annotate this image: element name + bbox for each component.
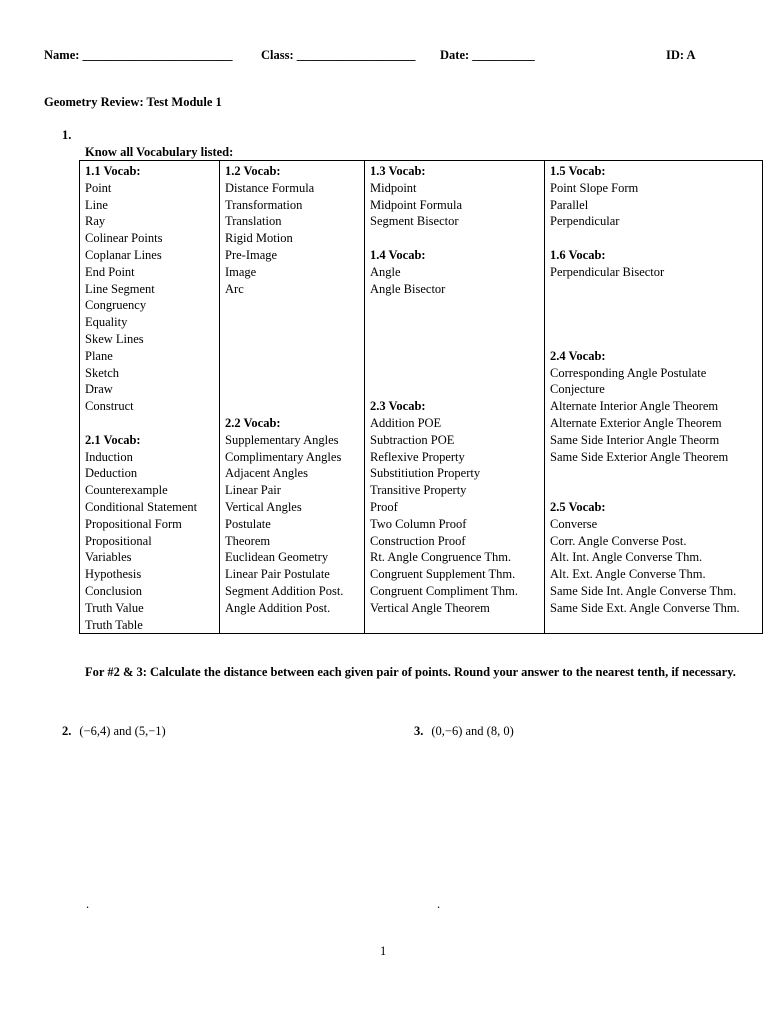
vocab-term: Propositional <box>85 533 152 548</box>
vocab-section-heading: 1.5 Vocab: <box>550 164 606 178</box>
question-3 <box>414 724 514 739</box>
vocab-term: Propositional Form <box>85 516 182 531</box>
vocab-term: Point Slope Form <box>550 180 639 195</box>
vocab-term: Corr. Angle Converse Post. <box>550 533 687 548</box>
vocab-section-heading: 1.2 Vocab: <box>225 164 281 178</box>
vocab-section-heading: 2.3 Vocab: <box>370 399 426 414</box>
vocab-term: Alt. Int. Angle Converse Thm. <box>550 550 703 565</box>
vocab-term: Congruency <box>85 298 147 313</box>
vocab-column-2 <box>220 161 365 634</box>
vocab-term: Coplanar Lines <box>85 247 162 262</box>
vocab-term: Corresponding Angle Postulate <box>550 365 707 380</box>
vocab-term: Postulate <box>225 516 271 531</box>
vocab-term: Conjecture <box>550 382 605 397</box>
vocab-term: Perpendicular Bisector <box>550 264 665 279</box>
vocab-term: Point <box>85 180 112 195</box>
vocab-term <box>550 331 758 348</box>
question-3-number: 3. <box>414 724 424 738</box>
vocab-section-heading: 2.5 Vocab: <box>550 499 606 514</box>
vocab-term: Midpoint <box>370 180 417 195</box>
vocab-term <box>225 365 360 382</box>
vocab-term <box>370 365 540 382</box>
vocab-term <box>550 281 758 298</box>
vocab-term <box>370 348 540 365</box>
vocab-term: Rt. Angle Congruence Thm. <box>370 550 512 565</box>
vocab-term: Vertical Angle Theorem <box>370 600 490 615</box>
vocab-section-heading: 1.1 Vocab: <box>85 164 141 178</box>
vocab-term <box>225 314 360 331</box>
vocab-term: Substitiution Property <box>370 466 481 481</box>
vocab-term <box>370 230 540 247</box>
vocab-term: Adjacent Angles <box>225 466 308 481</box>
vocab-term: Reflexive Property <box>370 449 465 464</box>
vocab-section-heading: 1.6 Vocab: <box>550 247 606 262</box>
id-label: ID: A <box>666 48 696 62</box>
vocab-term: Segment Addition Post. <box>225 583 344 598</box>
vocab-term <box>225 331 360 348</box>
vocab-term <box>550 297 758 314</box>
vocab-term: Truth Value <box>85 600 144 615</box>
vocab-term: Ray <box>85 214 106 229</box>
vocab-term: Alt. Ext. Angle Converse Thm. <box>550 567 706 582</box>
instructions: For #2 & 3: Calculate the distance between each given pair of points. Round your answer to the nearest tenth, if necessary. <box>85 665 736 679</box>
vocab-term <box>370 314 540 331</box>
vocab-term: Draw <box>85 382 113 397</box>
vocab-term: Subtraction POE <box>370 432 455 447</box>
question-3-answer-mark: . <box>437 897 441 911</box>
vocab-section-heading: 1.3 Vocab: <box>370 164 426 178</box>
date-field-label: Date: __________ <box>440 48 535 62</box>
vocab-term: Proof <box>370 499 398 514</box>
question-3-text: (0,−6) and (8, 0) <box>431 724 514 738</box>
vocab-section-heading: 1.4 Vocab: <box>370 247 426 262</box>
vocab-term: Counterexample <box>85 483 168 498</box>
vocab-column-3 <box>365 161 545 634</box>
vocab-term <box>225 297 360 314</box>
vocab-term: Same Side Exterior Angle Theorem <box>550 449 729 464</box>
vocab-term: Alternate Interior Angle Theorem <box>550 399 719 414</box>
vocab-term: Perpendicular <box>550 214 620 229</box>
question-2-number: 2. <box>62 724 72 738</box>
vocab-term: Translation <box>225 214 282 229</box>
vocab-section-heading: 2.1 Vocab: <box>85 432 141 447</box>
vocab-term: Midpoint Formula <box>370 197 463 212</box>
vocab-term: Congruent Compliment Thm. <box>370 583 519 598</box>
vocab-term <box>225 381 360 398</box>
vocab-term: Transitive Property <box>370 483 467 498</box>
vocab-term: Angle <box>370 264 401 279</box>
class-field-label: Class: ___________________ <box>261 48 416 62</box>
vocab-term <box>370 297 540 314</box>
vocab-term: Arc <box>225 281 244 296</box>
header-row <box>44 48 724 66</box>
vocab-term: Construct <box>85 399 134 414</box>
vocab-term: Same Side Int. Angle Converse Thm. <box>550 583 737 598</box>
vocab-term: Euclidean Geometry <box>225 550 329 565</box>
vocab-term: Hypothesis <box>85 567 142 582</box>
vocab-term <box>85 415 215 432</box>
vocab-term: Conditional Statement <box>85 499 198 514</box>
vocab-term: Same Side Ext. Angle Converse Thm. <box>550 600 740 615</box>
vocab-term: Plane <box>85 348 113 363</box>
vocab-term: Segment Bisector <box>370 214 459 229</box>
vocabulary-table <box>79 160 763 634</box>
document-title: Geometry Review: Test Module 1 <box>44 95 222 109</box>
vocab-term <box>370 381 540 398</box>
vocab-term: Sketch <box>85 365 120 380</box>
vocab-term: Deduction <box>85 466 138 481</box>
vocab-term: Theorem <box>225 533 271 548</box>
vocab-term: Equality <box>85 315 128 330</box>
vocab-term: Linear Pair Postulate <box>225 567 330 582</box>
vocab-term <box>550 314 758 331</box>
vocab-term: Transformation <box>225 197 303 212</box>
page-number: 1 <box>380 944 387 958</box>
vocab-column-4 <box>545 161 763 634</box>
vocab-heading: Know all Vocabulary listed: <box>85 145 234 159</box>
vocab-column-1 <box>80 161 220 634</box>
vocab-term: Truth Table <box>85 617 143 632</box>
vocab-term <box>225 348 360 365</box>
name-field-label: Name: ________________________ <box>44 48 233 62</box>
vocab-term: Angle Bisector <box>370 281 446 296</box>
vocab-term: Same Side Interior Angle Theorm <box>550 432 720 447</box>
question-2-answer-mark: . <box>86 897 90 911</box>
vocab-term: Vertical Angles <box>225 499 302 514</box>
vocab-term: Supplementary Angles <box>225 432 339 447</box>
vocab-term: Linear Pair <box>225 483 281 498</box>
vocab-term: Addition POE <box>370 415 442 430</box>
question-1-number: 1. <box>62 128 72 142</box>
vocab-term <box>550 230 758 247</box>
vocab-term <box>550 465 758 482</box>
vocab-section-heading: 2.2 Vocab: <box>225 415 281 430</box>
vocab-term <box>225 398 360 415</box>
question-2 <box>62 724 166 739</box>
vocab-term: Converse <box>550 516 598 531</box>
vocab-term: Parallel <box>550 197 589 212</box>
vocab-term: Angle Addition Post. <box>225 600 331 615</box>
vocab-term: Induction <box>85 449 133 464</box>
vocab-term: Pre-Image <box>225 247 278 262</box>
question-2-text: (−6,4) and (5,−1) <box>79 724 166 738</box>
vocab-term: Two Column Proof <box>370 516 467 531</box>
vocab-term: Alternate Exterior Angle Theorem <box>550 415 722 430</box>
vocab-term: Line <box>85 197 108 212</box>
vocab-term: Conclusion <box>85 583 142 598</box>
vocab-term: Line Segment <box>85 281 155 296</box>
vocab-term: Skew Lines <box>85 331 144 346</box>
vocab-term: Distance Formula <box>225 180 315 195</box>
vocab-term: Congruent Supplement Thm. <box>370 567 516 582</box>
vocab-term: Image <box>225 264 257 279</box>
vocab-term: End Point <box>85 264 135 279</box>
vocab-term: Construction Proof <box>370 533 466 548</box>
vocab-term <box>370 331 540 348</box>
vocab-term: Complimentary Angles <box>225 449 342 464</box>
vocab-term: Variables <box>85 550 132 565</box>
vocab-term: Rigid Motion <box>225 231 293 246</box>
vocab-section-heading: 2.4 Vocab: <box>550 348 606 363</box>
vocab-term <box>550 482 758 499</box>
vocab-term: Colinear Points <box>85 231 163 246</box>
